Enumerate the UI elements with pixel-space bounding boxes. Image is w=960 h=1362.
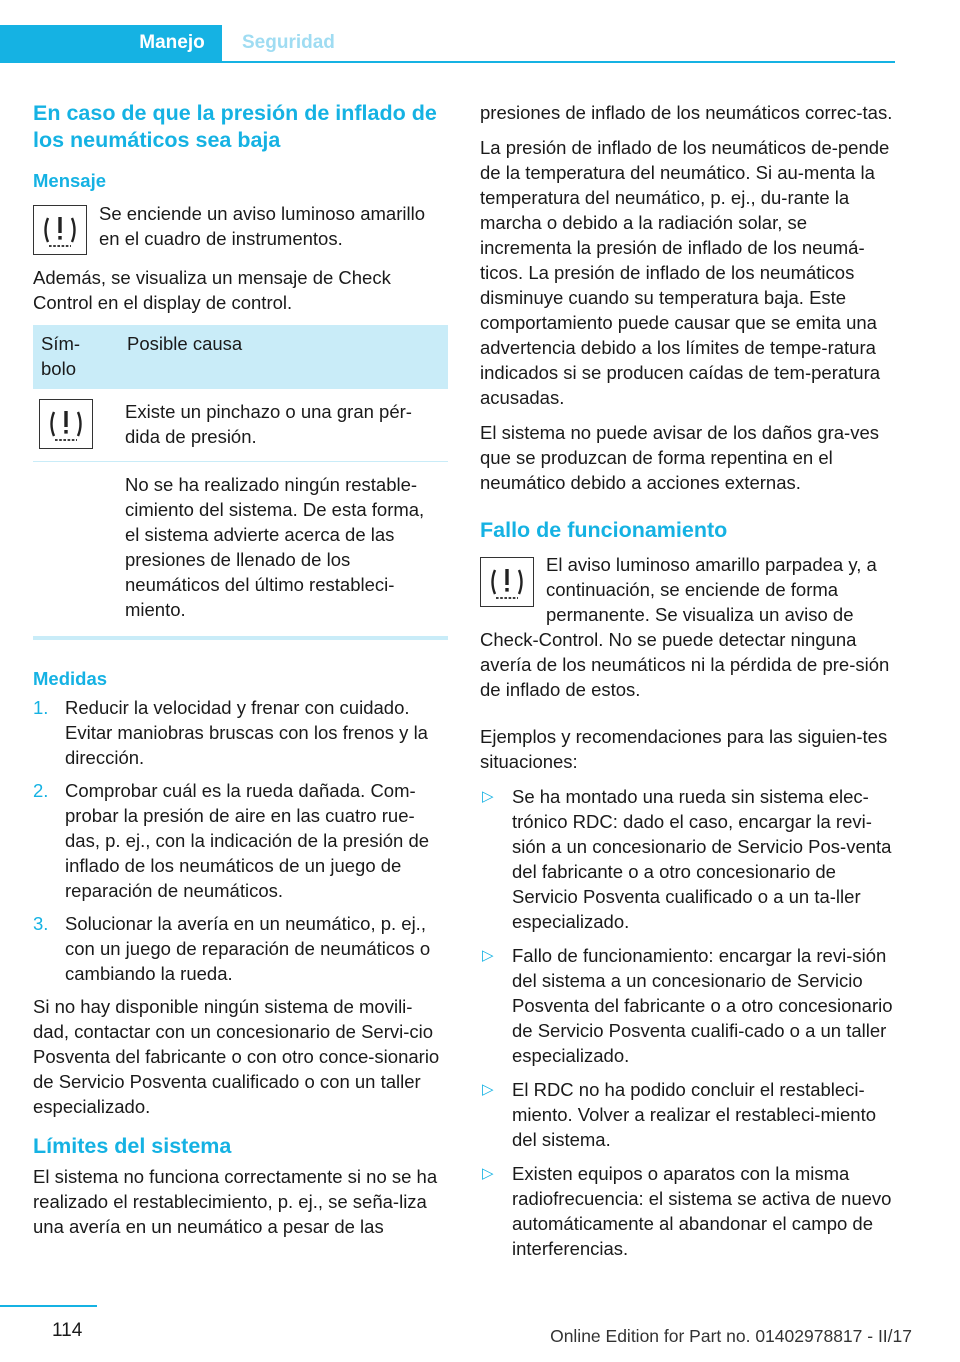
triangle-bullet-icon: ▷ [482, 1081, 494, 1098]
section-heading-low-pressure: En caso de que la presión de inflado de los neumáticos sea baja [33, 101, 437, 152]
symbol-cause-table [33, 325, 448, 640]
paragraph: El sistema no puede avisar de los daños gra-ves que se produzcan de forma repentina en el neumático debido a acciones externas. [480, 422, 879, 493]
subheading-mensaje: Mensaje [33, 170, 107, 191]
triangle-bullet-icon: ▷ [482, 947, 494, 964]
examples-list [480, 784, 898, 1261]
step-text: Comprobar cuál es la rueda dañada. Com-probar la presión de aire en las cuatro rue-das, p. ej., con la indicación de la presión de inflado de los neumáticos de un juego de reparación de neumáticos. [65, 780, 430, 901]
table-row [33, 389, 448, 462]
list-item [480, 784, 898, 934]
section-heading-limits: Límites del sistema [33, 1134, 232, 1158]
mensaje-text-2: Además, se visualiza un mensaje de Check Control en el display de control. [33, 267, 391, 313]
mobility-text: Si no hay disponible ningún sistema de movili-dad, contactar con un concesionario de Servi-cio Posventa del fabricante o con otro conce-sionario de Servicio Posventa cualificado o con un taller especializado. [33, 996, 440, 1117]
section-heading-malfunction: Fallo de funcionamiento [480, 518, 728, 542]
table-cell-symbol [33, 462, 119, 639]
list-item [480, 1161, 898, 1261]
step-text: Solucionar la avería en un neumático, p. ej., con un juego de reparación de neumáticos o cambiando la rueda. [65, 913, 431, 984]
triangle-bullet-icon: ▷ [482, 1165, 494, 1182]
table-row [33, 462, 448, 639]
step-number: 1. [33, 697, 49, 718]
paragraph: La presión de inflado de los neumáticos de-pende de la temperatura del neumático. Si au-menta la temperatura del neumático, p. ej., du-rante la marcha o debido a la radiación solar, se incrementa la presión de inflado de los neumá-ticos. La presión de inflado de los neumáticos disminuye cuando su temperatura baja. Este comportamiento puede causar que se emita una advertencia debido a los límites de tempe-ratura indicados si se producen caídas de tem-peratura acusadas. [480, 137, 890, 408]
bullet-text: Existen equipos o aparatos con la misma radiofrecuencia: el sistema se activa de nuevo automáticamente al abandonar el campo de interferencias. [512, 1163, 892, 1259]
table-cell-symbol [33, 389, 119, 462]
warning-message-block [33, 201, 448, 255]
col-header-cause: Posible causa [119, 325, 448, 389]
table-header-row [33, 325, 448, 389]
tire-pressure-warning-icon [33, 205, 87, 255]
tab-manejo[interactable]: Manejo [122, 25, 222, 61]
subheading-medidas: Medidas [33, 668, 108, 689]
left-column [33, 100, 448, 1249]
step-number: 3. [33, 913, 49, 934]
bullet-text: Se ha montado una rueda sin sistema elec-trónico RDC: dado el caso, encargar la revi-sión a un concesionario de Servicio Pos-venta del fabricante o a otro concesionario de Servicio Posventa cualificado o a un ta-ller especializado. [512, 786, 892, 932]
header-accent-block [0, 25, 122, 61]
malfunction-text: El aviso luminoso amarillo parpadea y, a continuación, se enciende de forma permanente. Se visualiza un aviso de Check-Control. No se puede detectar ninguna avería de los neumáticos ni la pérdida de pre-sión de inflado de estos. [480, 554, 890, 700]
bullet-text: Fallo de funcionamiento: encargar la revi-sión del sistema a un concesionario de Servicio Posventa del fabricante o a otro concesionario de Servicio Posventa cualifi-cado o a un taller especializado. [512, 945, 893, 1066]
right-column [480, 100, 898, 1270]
tire-pressure-warning-icon [39, 399, 93, 449]
triangle-bullet-icon: ▷ [482, 788, 494, 805]
bullet-text: El RDC no ha podido concluir el restableci-miento. Volver a realizar el restableci-miento del sistema. [512, 1079, 876, 1150]
step-number: 2. [33, 780, 49, 801]
limits-text: El sistema no funciona correctamente si no se ha realizado el restablecimiento, p. ej., se seña-liza una avería en un neumático a pesar de las [33, 1166, 438, 1237]
list-item [33, 911, 448, 986]
tire-pressure-warning-icon [480, 557, 534, 607]
list-item [480, 943, 898, 1068]
malfunction-block [480, 552, 898, 702]
examples-intro: Ejemplos y recomendaciones para las siguien-tes situaciones: [480, 726, 888, 772]
table-cell-cause: No se ha realizado ningún restable-cimiento del sistema. De esta forma, el sistema advierte acerca de las presiones de llenado de los neumáticos del último restableci-miento. [119, 462, 448, 639]
tab-seguridad[interactable]: Seguridad [242, 32, 335, 53]
list-item [33, 778, 448, 903]
mensaje-text: Se enciende un aviso luminoso amarillo en el cuadro de instrumentos. [99, 203, 425, 249]
list-item [33, 695, 448, 770]
edition-note: Online Edition for Part no. 01402978817 - II/17 [550, 1326, 912, 1346]
paragraph: presiones de inflado de los neumáticos correc-tas. [480, 102, 893, 123]
list-item [480, 1077, 898, 1152]
page-number: 114 [52, 1320, 83, 1341]
col-header-symbol: Sím- bolo [33, 325, 119, 389]
measures-list [33, 695, 448, 986]
step-text: Reducir la velocidad y frenar con cuidado. Evitar maniobras bruscas con los frenos y la dirección. [65, 697, 428, 768]
footer-accent-line [0, 1305, 97, 1307]
table-cell-cause: Existe un pinchazo o una gran pér-dida de presión. [119, 389, 448, 462]
